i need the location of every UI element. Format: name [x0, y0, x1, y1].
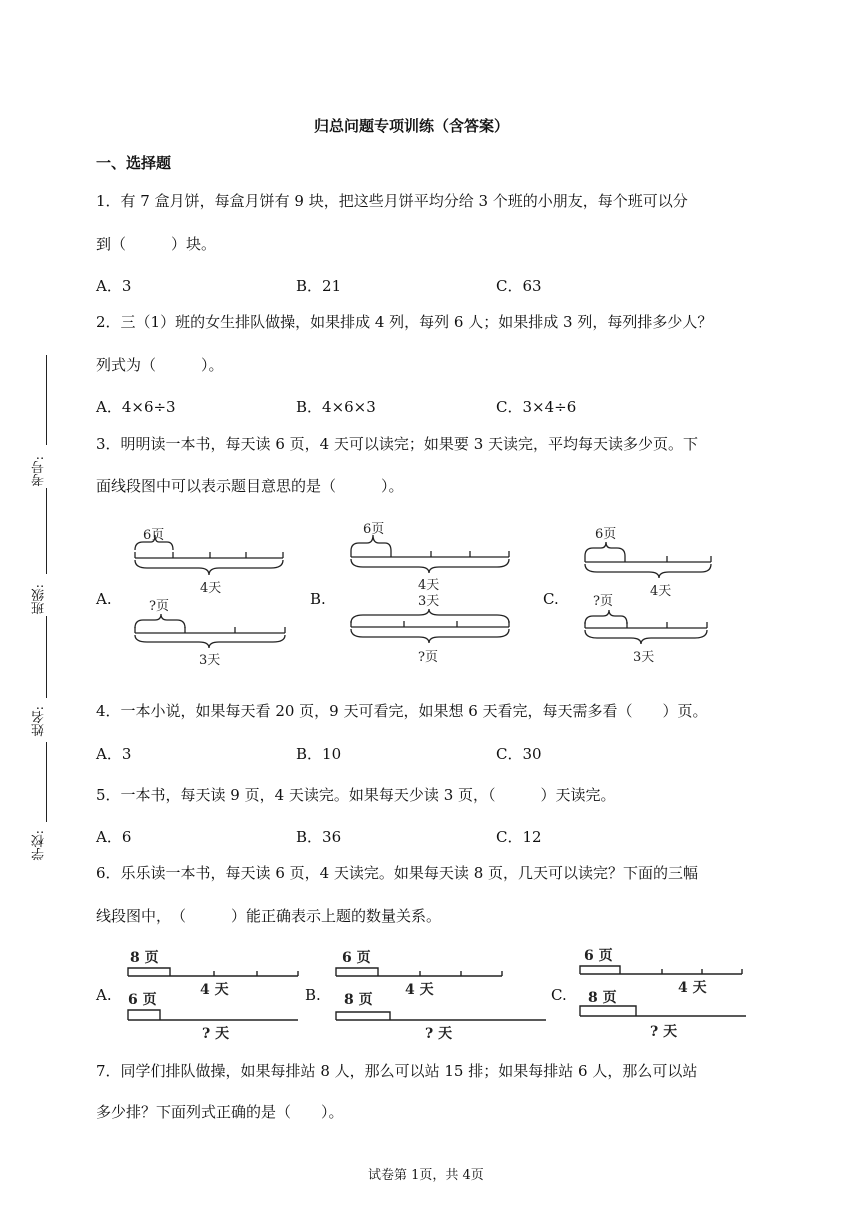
- sidebar-xingming: 姓名:: [32, 706, 47, 737]
- brace: [585, 542, 625, 556]
- sidebar-line: [46, 616, 47, 698]
- q4-option-c[interactable]: C．30: [496, 745, 542, 763]
- label: 3天: [199, 653, 221, 668]
- label: 6页: [595, 527, 617, 542]
- label: 4 天: [200, 982, 229, 998]
- q5-option-c[interactable]: C．12: [496, 828, 542, 846]
- q2-option-c[interactable]: C．3×4÷6: [496, 398, 577, 416]
- q5-option-b[interactable]: B．36: [296, 828, 342, 846]
- brace: [351, 535, 391, 551]
- sidebar-kaohao: 考号:: [32, 456, 47, 487]
- label: ?页: [418, 650, 438, 665]
- brace: [351, 609, 509, 623]
- question-3-line2: 面线段图中可以表示题目意思的是（ ）。: [96, 477, 404, 495]
- q6-option-c[interactable]: C.: [551, 986, 567, 1004]
- label: 6页: [363, 522, 385, 537]
- q6-diagram-b[interactable]: [330, 940, 555, 1042]
- q4-option-a[interactable]: A．3: [96, 745, 132, 763]
- brace: [585, 564, 711, 578]
- label: ? 天: [425, 1026, 453, 1042]
- sidebar-line: [46, 742, 47, 822]
- label: 4 天: [405, 982, 434, 998]
- brace: [351, 629, 509, 643]
- q1-option-c[interactable]: C．63: [496, 277, 542, 295]
- bracket: [128, 1010, 160, 1020]
- label: 3天: [418, 594, 440, 609]
- sidebar-banji: 班级:: [32, 584, 47, 615]
- label: 8 页: [344, 992, 373, 1008]
- brace: [135, 614, 185, 628]
- q2-option-a[interactable]: A．4×6÷3: [96, 398, 176, 416]
- label: 3天: [633, 650, 655, 665]
- label: 6 页: [128, 992, 157, 1008]
- q4-option-b[interactable]: B．10: [296, 745, 342, 763]
- label: 4天: [418, 578, 440, 593]
- question-1-line2: 到（ ）块。: [96, 235, 217, 253]
- bracket: [336, 968, 378, 976]
- question-7-line2: 多少排？下面列式正确的是（ ）。: [96, 1103, 344, 1121]
- brace: [351, 559, 509, 573]
- question-5-line1: 5．一本书，每天读 9 页，4 天读完。如果每天少读 3 页，（ ）天读完。: [96, 786, 616, 804]
- q1-option-b[interactable]: B．21: [296, 277, 342, 295]
- label: ? 天: [650, 1024, 678, 1040]
- label: 4 天: [678, 980, 707, 996]
- q2-option-b[interactable]: B．4×6×3: [296, 398, 376, 416]
- q3-option-b[interactable]: B.: [310, 590, 326, 608]
- bracket: [580, 1006, 636, 1016]
- sidebar-line: [46, 488, 47, 574]
- label: 6 页: [584, 948, 613, 964]
- label: 8 页: [588, 990, 617, 1006]
- q5-option-a[interactable]: A．6: [96, 828, 132, 846]
- brace: [135, 560, 283, 575]
- q3-diagram-c[interactable]: [575, 520, 720, 670]
- label: 8 页: [130, 950, 159, 966]
- q3-option-c[interactable]: C.: [543, 590, 559, 608]
- bracket: [580, 966, 620, 974]
- brace: [585, 610, 627, 624]
- section-heading: 一、选择题: [96, 154, 172, 172]
- label: ?页: [593, 594, 613, 609]
- question-2-line1: 2．三（1）班的女生排队做操，如果排成 4 列，每列 6 人；如果排成 3 列，每列排多少人？: [96, 313, 713, 331]
- label: 4天: [200, 581, 222, 596]
- label: 6 页: [342, 950, 371, 966]
- brace: [585, 630, 707, 644]
- label: 4天: [650, 584, 672, 599]
- q3-diagram-b[interactable]: [345, 515, 520, 670]
- bracket: [128, 968, 170, 976]
- q3-option-a[interactable]: A.: [96, 590, 112, 608]
- sidebar-line: [46, 355, 47, 445]
- question-6-line2: 线段图中， （ ）能正确表示上题的数量关系。: [96, 907, 442, 925]
- bracket: [336, 1012, 390, 1020]
- q6-diagram-c[interactable]: [574, 940, 759, 1042]
- page-footer: 试卷第 1页，共 4页: [368, 1168, 484, 1183]
- question-3-line1: 3．明明读一本书，每天读 6 页，4 天可以读完；如果要 3 天读完，平均每天读多少页。下: [96, 435, 699, 453]
- q6-diagram-a[interactable]: [122, 940, 307, 1042]
- label: 6页: [143, 528, 165, 543]
- question-7-line1: 7．同学们排队做操，如果每排站 8 人，那么可以站 15 排；如果每排站 6 人，那么可以站: [96, 1062, 698, 1080]
- question-4-line1: 4．一本小说，如果每天看 20 页，9 天可看完，如果想 6 天看完，每天需多看（ ）页。: [96, 702, 708, 720]
- question-6-line1: 6．乐乐读一本书，每天读 6 页，4 天读完。如果每天读 8 页，几天可以读完？下面的三幅: [96, 864, 699, 882]
- question-1-line1: 1．有 7 盒月饼，每盒月饼有 9 块，把这些月饼平均分给 3 个班的小朋友，每个班可以分: [96, 192, 688, 210]
- q1-option-a[interactable]: A．3: [96, 277, 132, 295]
- label: ? 天: [202, 1026, 230, 1042]
- q6-option-a[interactable]: A.: [96, 986, 112, 1004]
- sidebar-xuexiao: 学校:: [32, 830, 47, 861]
- page-title: 归总问题专项训练（含答案）: [314, 117, 510, 135]
- q3-diagram-a[interactable]: [125, 520, 295, 670]
- brace: [135, 635, 285, 648]
- question-2-line2: 列式为（ ）。: [96, 356, 224, 374]
- q6-option-b[interactable]: B.: [305, 986, 321, 1004]
- label: ?页: [149, 599, 169, 614]
